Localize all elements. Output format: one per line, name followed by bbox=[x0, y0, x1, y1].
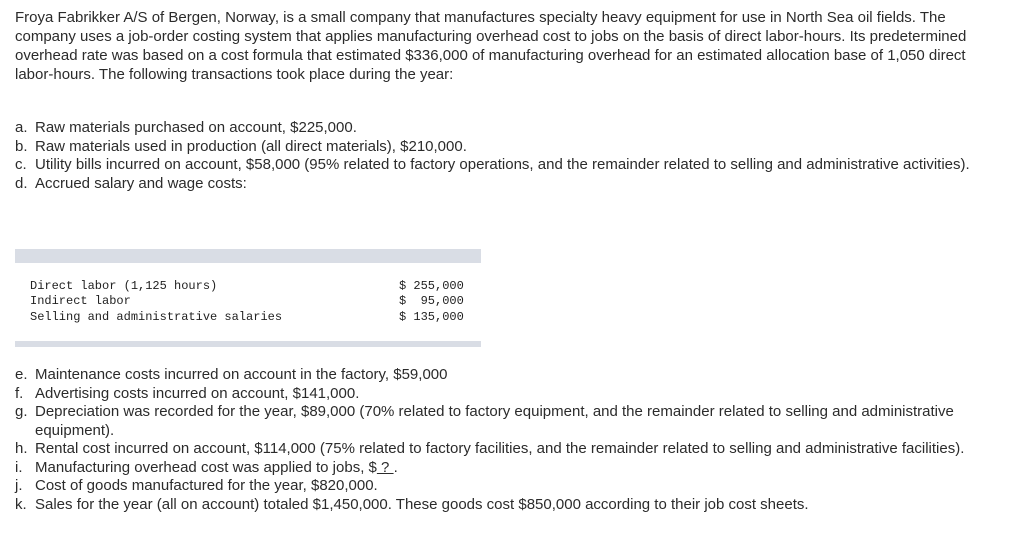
list-item-text: Cost of goods manufactured for the year, $820,000. bbox=[35, 477, 378, 494]
list-item bbox=[15, 385, 1005, 404]
list-item-marker: e. bbox=[15, 366, 28, 383]
list-item-marker: a. bbox=[15, 119, 28, 136]
list-item-marker: i. bbox=[15, 458, 23, 476]
transaction-list-1 bbox=[15, 119, 1005, 193]
table-cell-label: Indirect labor bbox=[30, 294, 131, 308]
list-item-marker: b. bbox=[15, 137, 28, 155]
applied-overhead-prefix: Manufacturing overhead cost was applied to jobs, $ bbox=[35, 458, 377, 476]
list-item bbox=[15, 366, 1005, 385]
table-row bbox=[15, 294, 481, 310]
list-item bbox=[15, 156, 1005, 175]
table-cell-amount: $ 95,000 bbox=[399, 294, 464, 308]
table-row bbox=[15, 279, 481, 295]
list-item-text: Maintenance costs incurred on account in the factory, $59,000 bbox=[35, 366, 448, 383]
table-cell-amount: $ 135,000 bbox=[399, 309, 464, 324]
list-item-marker: d. bbox=[15, 174, 28, 192]
list-item bbox=[15, 477, 1005, 496]
list-item-text: Advertising costs incurred on account, $141,000. bbox=[35, 384, 360, 402]
table-header-bar bbox=[15, 249, 481, 263]
transaction-list-2 bbox=[15, 366, 1005, 514]
list-item-text: Raw materials purchased on account, $225,000. bbox=[35, 119, 357, 136]
table-row bbox=[15, 310, 481, 326]
list-item-marker: f. bbox=[15, 384, 24, 402]
table-cell-label: Selling and administrative salaries bbox=[30, 309, 283, 324]
table-cell-label: Direct labor (1,125 hours) bbox=[30, 278, 218, 293]
list-item-text: Raw materials used in production (all direct materials), $210,000. bbox=[35, 137, 467, 155]
list-item-text: Utility bills incurred on account, $58,000 (95% related to factory operations, and the remainder related to selling and administrative activities). bbox=[35, 156, 970, 173]
list-item bbox=[15, 403, 1005, 440]
list-item-text bbox=[35, 459, 1005, 478]
applied-overhead-blank[interactable]: ? bbox=[376, 458, 394, 476]
list-item-text: Depreciation was recorded for the year, $89,000 (70% related to factory equipment, and the remainder related to selling and administrative equipment). bbox=[35, 403, 954, 439]
list-item-text: Rental cost incurred on account, $114,000 (75% related to factory facilities, and the remainder related to selling and administrative facilities). bbox=[35, 440, 965, 457]
list-item bbox=[15, 496, 1005, 515]
list-item-text: Accrued salary and wage costs: bbox=[35, 174, 247, 192]
list-item-marker: k. bbox=[15, 495, 27, 513]
list-item bbox=[15, 119, 1005, 138]
list-item bbox=[15, 440, 1005, 459]
applied-overhead-suffix: . bbox=[393, 458, 398, 476]
list-item bbox=[15, 459, 1005, 478]
list-item bbox=[15, 138, 1005, 157]
list-item-marker: j. bbox=[15, 477, 23, 494]
wage-table bbox=[15, 263, 481, 341]
wage-cost-table bbox=[15, 249, 481, 347]
list-item-text: Sales for the year (all on account) totaled $1,450,000. These goods cost $850,000 according to their job cost sheets. bbox=[35, 495, 809, 513]
table-footer-bar bbox=[15, 341, 481, 347]
problem-intro: Froya Fabrikker A/S of Bergen, Norway, is a small company that manufactures specialty heavy equipment for use in North Sea oil fields. The company uses a job-order costing system that applies manufacturing overhead cost to jobs on the basis of direct labor-hours. Its predetermined overhead rate was based on a cost formula that estimated $336,000 of manufacturing overhead for an estimated allocation base of 1,050 direct labor-hours. The following transactions took place during the year: bbox=[15, 9, 967, 83]
list-item bbox=[15, 175, 1005, 194]
list-item-marker: h. bbox=[15, 440, 28, 457]
list-item-marker: c. bbox=[15, 156, 27, 173]
list-item-marker: g. bbox=[15, 403, 28, 420]
table-cell-amount: $ 255,000 bbox=[399, 278, 464, 293]
